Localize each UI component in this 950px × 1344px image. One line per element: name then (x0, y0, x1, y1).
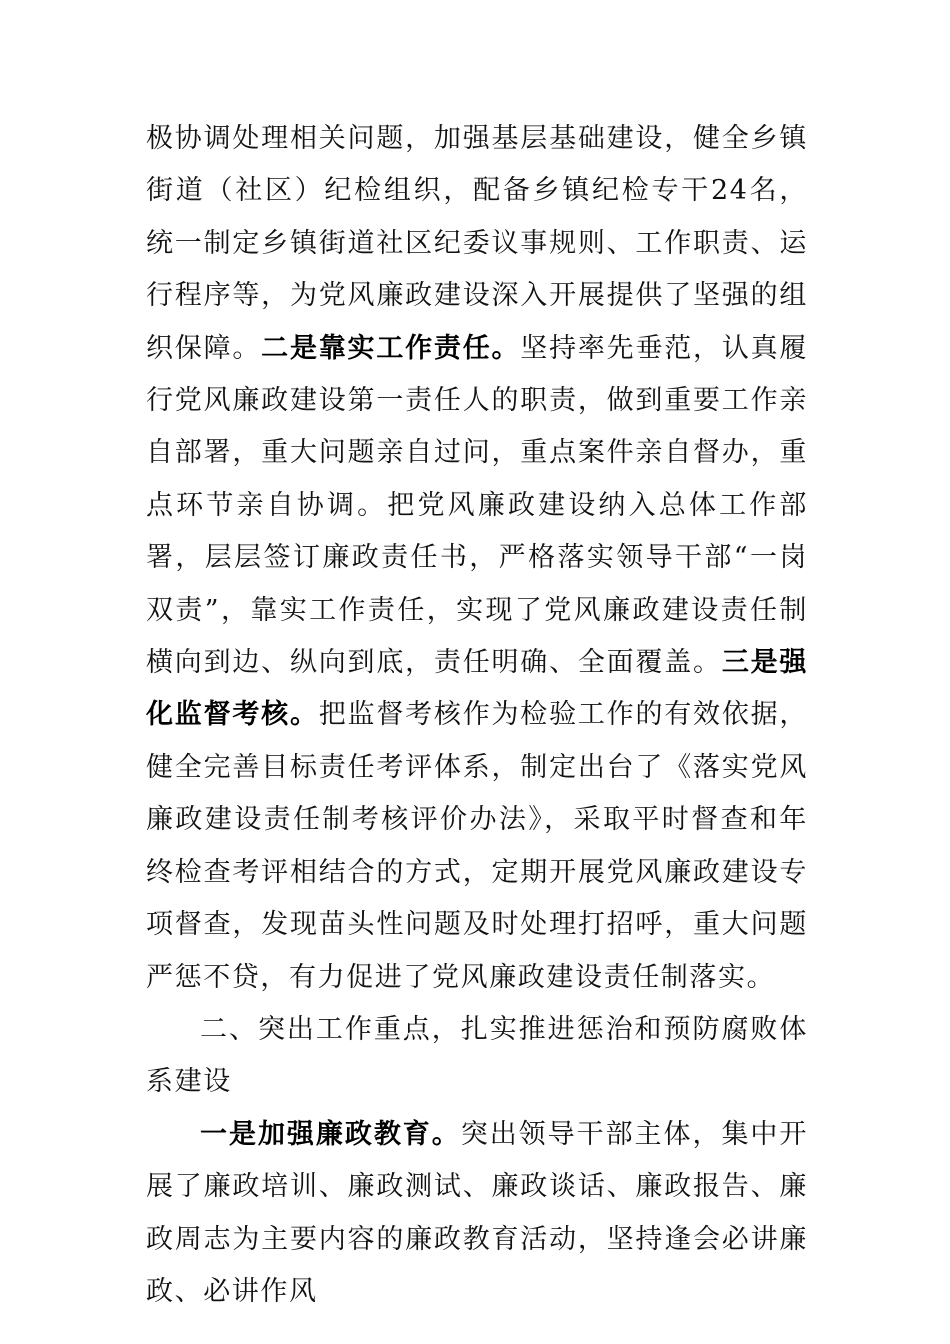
text-run: 把监督考核作为检验工作的有效依据，健全完善目标责任考评体系，制定出台了《落实党风廉政建设责任制考核评价办法》，采取平时督查和年终检查考评相结合的方式，定期开展党风廉政建设专项督查，发现苗头性问题及时处理打招呼，重大问题严惩不贷，有力促进了党风廉政建设责任制落实。 (146, 699, 808, 993)
text-run: 极协调处理相关问题，加强基层基础建设，健全乡镇街道（社区）纪检组织，配备乡镇纪检专干24名，统一制定乡镇街道社区纪委议事规则、工作职责、运行程序等，为党风廉政建设深入开展提供了坚强的组织保障。 (146, 123, 808, 364)
document-body (146, 113, 808, 1318)
paragraph-responsibility-system (146, 113, 808, 1004)
text-run: 坚持率先垂范，认真履行党风廉政建设第一责任人的职责，做到重要工作亲自部署，重大问题亲自过问，重点案件亲自督办，重点环节亲自协调。把党风廉政建设纳入总体工作部署，层层签订廉政责任书，严格落实领导干部“一岗双责”，靠实工作责任，实现了党风廉政建设责任制横向到边、纵向到底，责任明确、全面覆盖。 (146, 332, 809, 679)
bold-heading-third-point: 三是强化监督考核。 (146, 647, 808, 731)
bold-heading-first-point: 一是加强廉政教育。 (200, 1118, 461, 1150)
text-run: 突出领导干部主体，集中开展了廉政培训、廉政测试、廉政谈话、廉政报告、廉政周志为主要内容的廉政教育活动，坚持逢会必讲廉政、必讲作风 (146, 1118, 808, 1307)
section-heading-two (146, 1004, 808, 1109)
section-heading-text: 二、突出工作重点，扎实推进惩治和预防腐败体系建设 (146, 1013, 808, 1098)
paragraph-integrity-education (146, 1109, 808, 1319)
bold-heading-second-point: 二是靠实工作责任。 (261, 332, 521, 364)
